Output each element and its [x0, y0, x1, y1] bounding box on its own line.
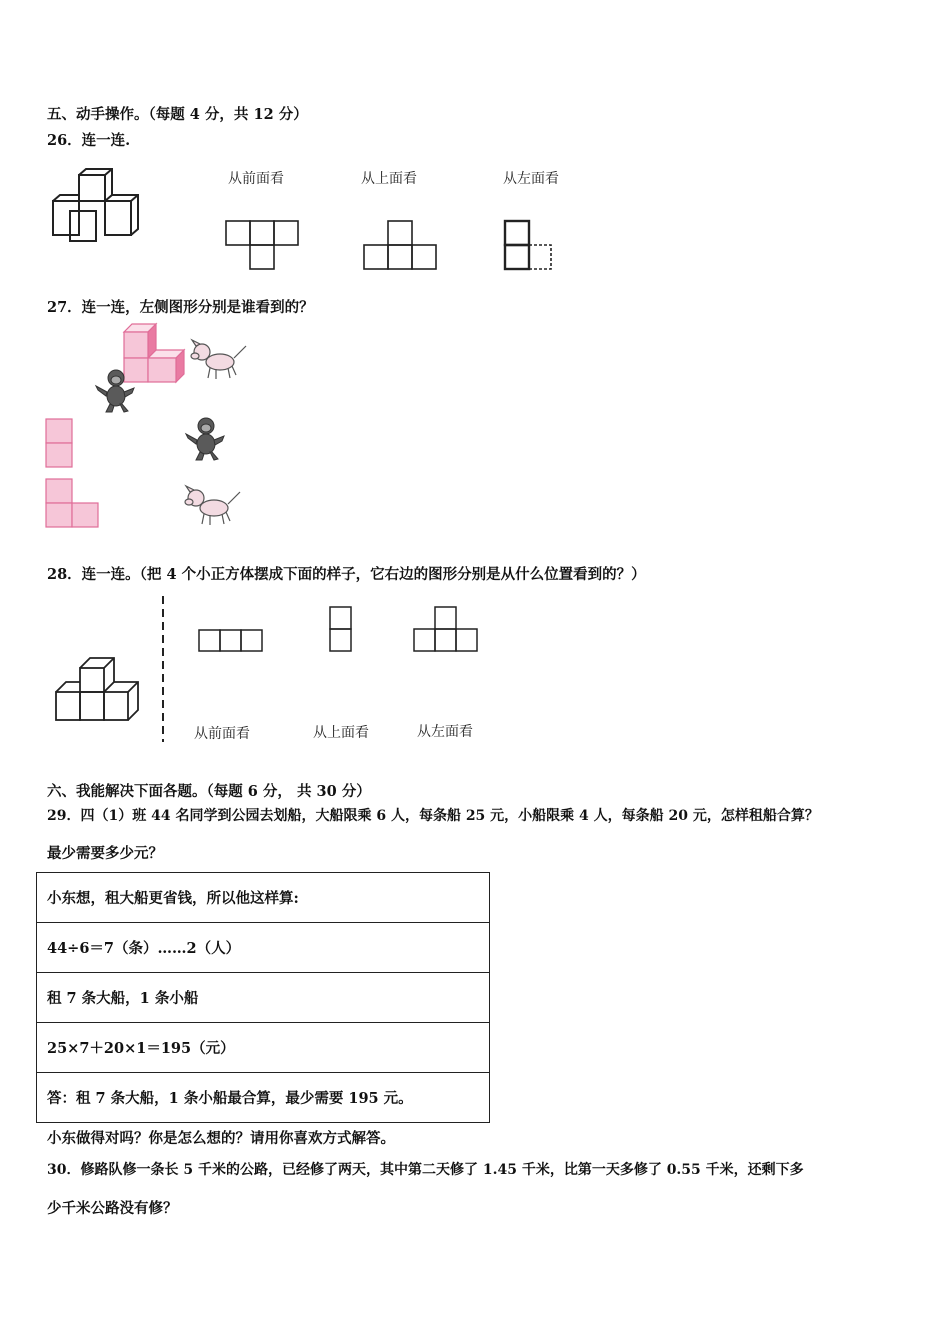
- table-cell: 小东想，租大船更省钱，所以他这样算:: [37, 873, 490, 923]
- q29-solution-table: [36, 872, 490, 1123]
- q26-label-left: 从左面看: [503, 171, 559, 187]
- q26-label-top: 从上面看: [361, 171, 417, 187]
- q28-label-top: 从上面看: [313, 725, 369, 741]
- q28-shape-t-shape: [413, 606, 485, 654]
- dog-icon-answer: [182, 484, 242, 528]
- table-row: [37, 923, 490, 973]
- q27-view-two-squares: [45, 418, 75, 470]
- table-row: [37, 873, 490, 923]
- section-5-title: 五、动手操作。（每题 4 分，共 12 分）: [47, 106, 308, 123]
- q27-view-l-shape: [45, 478, 101, 530]
- q28-label-left: 从左面看: [417, 724, 473, 740]
- question-30-line2: 少千米公路没有修？: [47, 1200, 178, 1217]
- question-29-followup: 小东做得对吗？你是怎么想的？请用你喜欢方式解答。: [47, 1130, 395, 1147]
- table-row: [37, 973, 490, 1023]
- q26-left-view-shape: [503, 220, 558, 272]
- monkey-icon: [92, 368, 138, 414]
- question-26: 26．连一连.: [47, 132, 131, 149]
- table-cell: 25×7＋20×1＝195（元）: [37, 1023, 490, 1073]
- monkey-icon-answer: [182, 416, 228, 462]
- q28-shape-two-stack: [329, 606, 355, 654]
- table-row: [37, 1073, 490, 1123]
- table-cell: 44÷6＝7（条）……2（人）: [37, 923, 490, 973]
- table-cell: 答：租 7 条大船，1 条小船最合算，最少需要 195 元。: [37, 1073, 490, 1123]
- q28-cube-figure: [54, 652, 154, 724]
- q26-front-view-shape: [225, 220, 305, 272]
- question-30-line1: 30．修路队修一条长 5 千米的公路，已经修了两天，其中第二天修了 1.45 千米，比第一天多修了 0.55 千米，还剩下多: [47, 1162, 804, 1178]
- q26-label-front: 从前面看: [228, 171, 284, 187]
- q26-cube-figure: [50, 165, 150, 245]
- q28-divider-dashed-line: [160, 596, 166, 742]
- q28-shape-three-row: [198, 629, 268, 655]
- table-cell: 租 7 条大船，1 条小船: [37, 973, 490, 1023]
- dog-icon: [188, 338, 248, 382]
- question-29-line1: 29．四（1）班 44 名同学到公园去划船，大船限乘 6 人，每条船 25 元，小船限乘 4 人，每条船 20 元，怎样租船合算？: [47, 808, 819, 824]
- table-row: [37, 1023, 490, 1073]
- question-28: 28．连一连。（把 4 个小正方体摆成下面的样子，它右边的图形分别是从什么位置看到的？）: [47, 566, 646, 583]
- section-6-title: 六、我能解决下面各题。（每题 6 分， 共 30 分）: [47, 783, 371, 800]
- question-29-line2: 最少需要多少元？: [47, 845, 163, 862]
- question-27: 27．连一连，左侧图形分别是谁看到的？: [47, 299, 314, 316]
- q26-top-view-shape: [363, 220, 443, 272]
- q28-label-front: 从前面看: [194, 726, 250, 742]
